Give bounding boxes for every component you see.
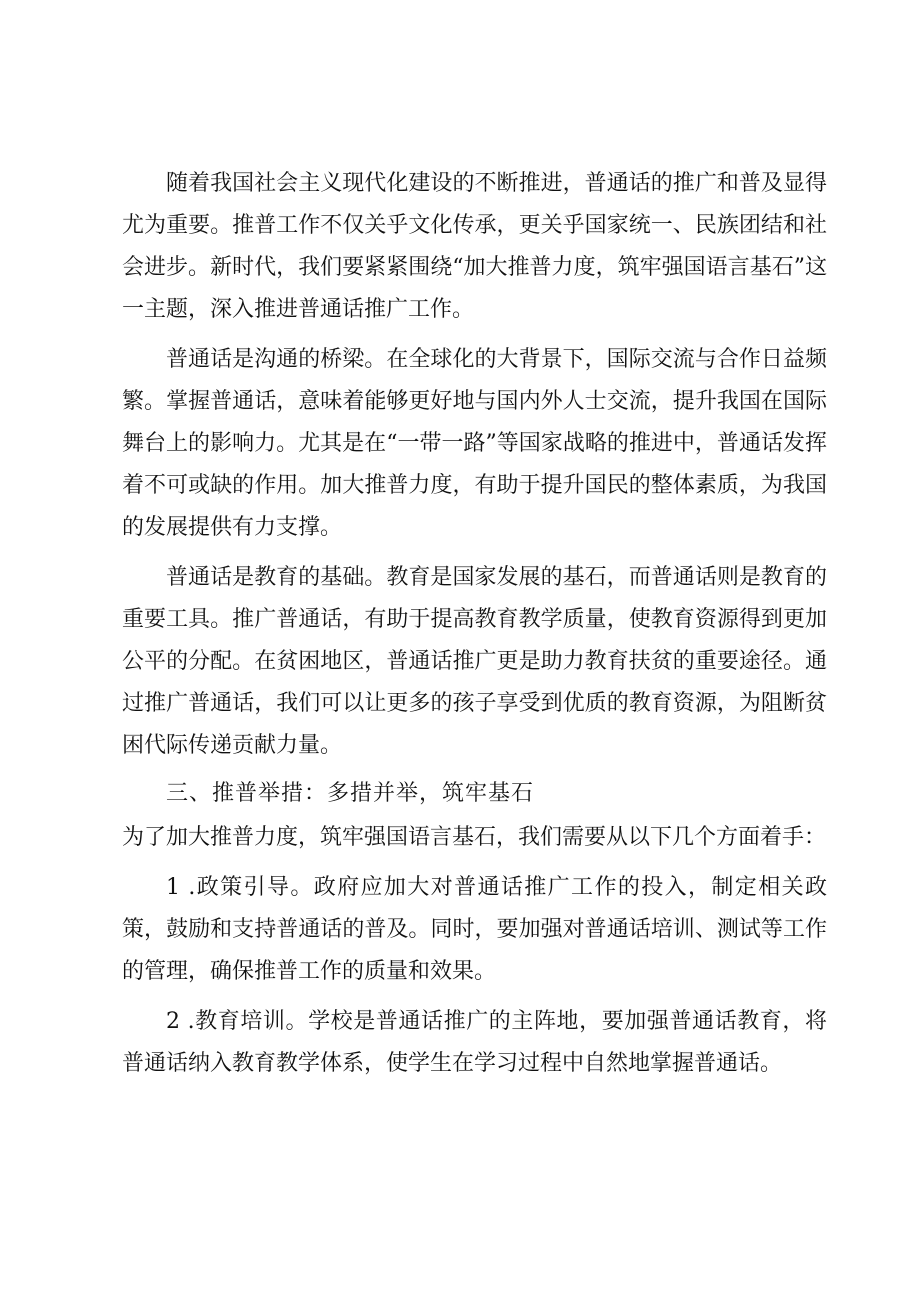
measure-policy: 1 .政策引导。政府应加大对普通话推广工作的投入，制定相关政策，鼓励和支持普通话的普及。同时，要加强对普通话培训、测试等工作的管理，确保推普工作的质量和效果。	[122, 875, 827, 984]
paragraph-education: 普通话是教育的基础。教育是国家发展的基石，而普通话则是教育的重要工具。推广普通话，有助于提高教育教学质量，使教育资源得到更加公平的分配。在贫困地区，普通话推广更是助力教育扶贫的重要途径。通过推广普通话，我们可以让更多的孩子享受到优质的教育资源，为阻断贫困代际传递贡献力量。	[122, 565, 827, 758]
document-body	[122, 163, 827, 1093]
paragraph-intro: 随着我国社会主义现代化建设的不断推进，普通话的推广和普及显得尤为重要。推普工作不仅关乎文化传承，更关乎国家统一、民族团结和社会进步。新时代，我们要紧紧围绕“加大推普力度，筑牢强国语言基石”这一主题，深入推进普通话推广工作。	[122, 171, 827, 322]
section-heading: 三、推普举措：多措并举，筑牢基石	[166, 781, 535, 806]
paragraph-communication: 普通话是沟通的桥梁。在全球化的大背景下，国际交流与合作日益频繁。掌握普通话，意味着能够更好地与国内外人士交流，提升我国在国际舞台上的影响力。尤其是在“一带一路”等国家战略的推进中，普通话发挥着不可或缺的作用。加大推普力度，有助于提升国民的整体素质，为我国的发展提供有力支撑。	[122, 347, 827, 540]
section-intro: 为了加大推普力度，筑牢强国语言基石，我们需要从以下几个方面着手：	[122, 825, 827, 850]
measure-training: 2 .教育培训。学校是普通话推广的主阵地，要加强普通话教育，将普通话纳入教育教学体系，使学生在学习过程中自然地掌握普通话。	[122, 1009, 827, 1076]
